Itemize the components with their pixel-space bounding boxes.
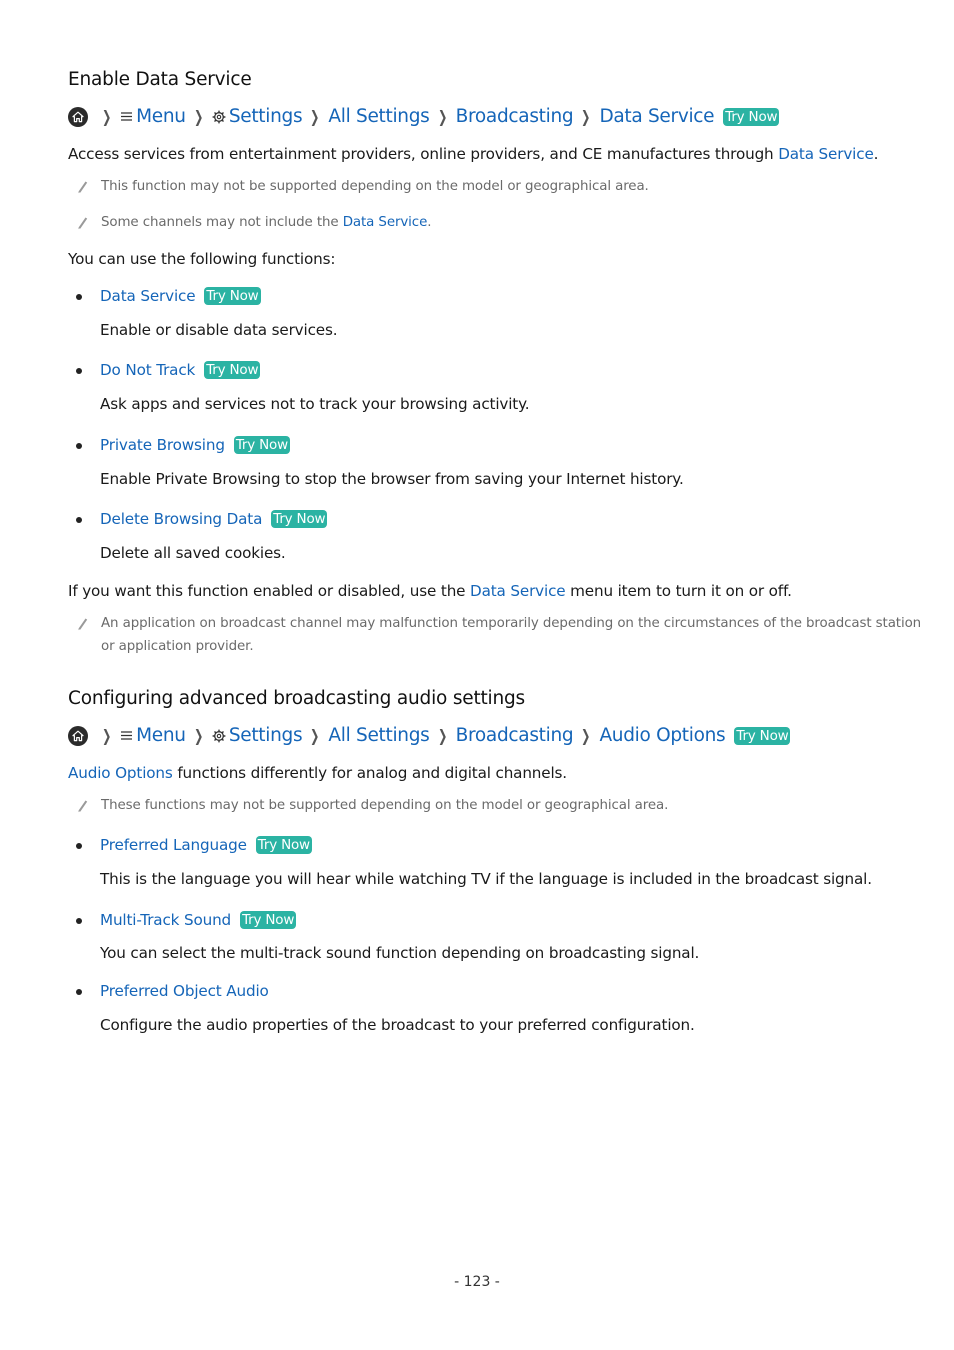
audio-intro-paragraph [68, 764, 567, 782]
section-heading-audio-settings: Configuring advanced broadcasting audio settings [68, 688, 525, 709]
outro-link: Data Service [470, 582, 566, 600]
item-label-multi-track-sound: Multi-Track Sound [100, 911, 232, 929]
bullet [76, 443, 82, 449]
item-description: Enable Private Browsing to stop the browser from saving your Internet history. [100, 470, 684, 488]
intro-period: . [873, 145, 879, 163]
bullet [76, 368, 82, 374]
gear-icon [212, 110, 226, 124]
pencil-icon [76, 798, 89, 821]
item-label-preferred-object-audio: Preferred Object Audio [100, 982, 269, 1000]
intro-text: Access services from entertainment providers, online providers, and CE manufactures through [68, 145, 779, 163]
chevron-right-icon: ❯ [101, 107, 112, 126]
chevron-right-icon: ❯ [310, 726, 320, 745]
pencil-icon [76, 616, 89, 639]
try-now-button[interactable]: Try Now [206, 288, 259, 304]
note-2-link: Data Service [342, 215, 428, 230]
breadcrumb-data-service[interactable]: Data Service [599, 106, 715, 127]
bullet [76, 918, 82, 924]
outro-after: menu item to turn it on or off. [565, 582, 792, 600]
chevron-right-icon: ❯ [437, 107, 447, 126]
item-label-preferred-language: Preferred Language [100, 836, 247, 854]
chevron-right-icon: ❯ [310, 107, 320, 126]
note-4-text: These functions may not be supported depending on the model or geographical area. [101, 798, 669, 813]
item-description: You can select the multi-track sound function depending on broadcasting signal. [100, 944, 700, 962]
breadcrumb-settings[interactable]: Settings [228, 725, 303, 746]
breadcrumb [68, 106, 779, 127]
chevron-right-icon: ❯ [581, 726, 591, 745]
chevron-right-icon: ❯ [193, 107, 203, 126]
page-number: - 123 - [454, 1274, 500, 1290]
note-2-after: . [427, 215, 432, 230]
home-icon[interactable] [68, 726, 88, 746]
breadcrumb-broadcasting[interactable]: Broadcasting [455, 725, 574, 746]
chevron-right-icon: ❯ [101, 726, 112, 745]
try-now-button[interactable]: Try Now [242, 912, 295, 928]
breadcrumb-broadcasting[interactable]: Broadcasting [455, 106, 574, 127]
item-label-do-not-track: Do Not Track [100, 361, 196, 379]
home-icon[interactable] [68, 107, 88, 127]
audio-intro-text: functions differently for analog and digital channels. [172, 764, 567, 782]
menu-icon [120, 730, 133, 741]
pencil-icon [76, 179, 89, 202]
try-now-button[interactable]: Try Now [206, 362, 259, 378]
bullet [76, 294, 82, 300]
item-label-data-service: Data Service [100, 287, 196, 305]
chevron-right-icon: ❯ [193, 726, 203, 745]
chevron-right-icon: ❯ [437, 726, 447, 745]
pencil-icon [76, 215, 89, 238]
item-description: Configure the audio properties of the broadcast to your preferred configuration. [100, 1016, 695, 1034]
note-2-text [101, 211, 431, 234]
item-description: This is the language you will hear while watching TV if the language is included in the broadcast signal. [100, 870, 872, 888]
bullet [76, 517, 82, 523]
functions-intro: You can use the following functions: [68, 250, 336, 268]
bullet [76, 989, 82, 995]
item-description: Ask apps and services not to track your browsing activity. [100, 395, 530, 413]
try-now-button[interactable]: Try Now [725, 108, 778, 125]
breadcrumb-audio-options[interactable]: Audio Options [599, 725, 726, 746]
note-1-text: This function may not be supported depending on the model or geographical area. [101, 179, 649, 194]
breadcrumb-all-settings[interactable]: All Settings [328, 106, 430, 127]
note-3-line-1: An application on broadcast channel may malfunction temporarily depending on the circumstances of the broadcast station [101, 616, 922, 631]
try-now-button[interactable]: Try Now [235, 437, 288, 453]
try-now-button[interactable]: Try Now [257, 837, 310, 853]
note-2-before: Some channels may not include the [101, 215, 343, 230]
item-description: Enable or disable data services. [100, 321, 338, 339]
data-service-link: Data Service [778, 145, 874, 163]
note-3-line-2: or application provider. [101, 639, 254, 654]
chevron-right-icon: ❯ [581, 107, 591, 126]
try-now-button[interactable]: Try Now [273, 511, 326, 527]
menu-icon [120, 111, 133, 122]
audio-options-link: Audio Options [68, 764, 173, 782]
intro-paragraph [68, 145, 878, 163]
item-label-delete-browsing-data: Delete Browsing Data [100, 510, 263, 528]
item-description: Delete all saved cookies. [100, 544, 286, 562]
outro-paragraph [68, 582, 792, 600]
breadcrumb-all-settings[interactable]: All Settings [328, 725, 430, 746]
bullet [76, 843, 82, 849]
gear-icon [212, 729, 226, 743]
outro-before: If you want this function enabled or disabled, use the [68, 582, 471, 600]
try-now-button[interactable]: Try Now [736, 727, 789, 744]
breadcrumb-menu[interactable]: Menu [136, 106, 186, 127]
item-label-private-browsing: Private Browsing [100, 436, 225, 454]
section-heading-enable-data-service: Enable Data Service [68, 69, 252, 90]
breadcrumb-settings[interactable]: Settings [228, 106, 303, 127]
breadcrumb-menu[interactable]: Menu [136, 725, 186, 746]
breadcrumb [68, 725, 790, 746]
